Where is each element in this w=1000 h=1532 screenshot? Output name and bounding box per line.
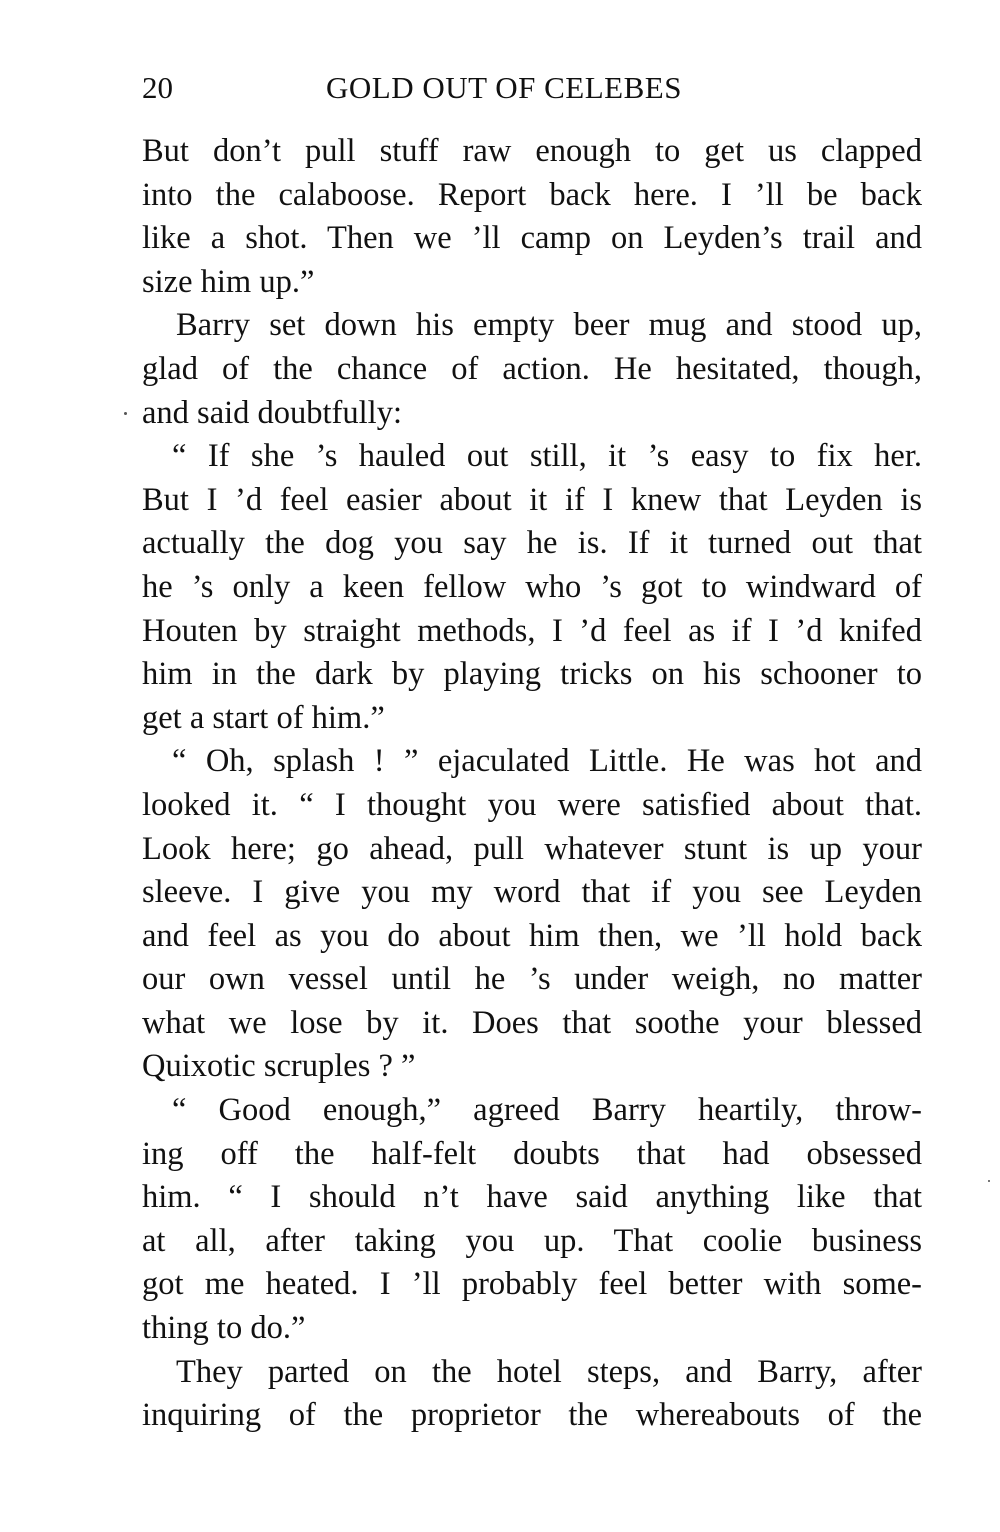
page-number: 20 [142, 70, 173, 105]
text-line: and feel as you do about him then, we ’ll hold back [142, 917, 922, 954]
text-line: he ’s only a keen fellow who ’s got to windward of [142, 568, 922, 605]
text-line: actually the dog you say he is. If it turned out that [142, 525, 922, 562]
text-line: But don’t pull stuff raw enough to get us clapped [142, 133, 922, 169]
body-text [142, 130, 922, 1438]
text-line: at all, after taking you up. That coolie business [142, 1222, 922, 1259]
text-line: into the calaboose. Report back here. I ’ll be back [142, 176, 922, 213]
text-line: Look here; go ahead, pull whatever stunt is up your [142, 830, 922, 867]
text-line: Quixotic scruples ? ” [142, 1048, 416, 1085]
text-line: got me heated. I ’ll probably feel better with some- [142, 1266, 922, 1303]
text-line: ing off the half-felt doubts that had obsessed [142, 1135, 922, 1172]
text-line: looked it. “ I thought you were satisfied about that. [142, 786, 922, 823]
paragraph-first-line: “ If she ’s hauled out still, it ’s easy to fix her. [172, 438, 922, 475]
text-line: glad of the chance of action. He hesitated, though, [142, 350, 922, 387]
scan-speck [988, 1180, 990, 1182]
paragraph-first-line: Barry set down his empty beer mug and stood up, [176, 307, 922, 344]
text-line: size him up.” [142, 263, 315, 300]
text-line: him in the dark by playing tricks on his schooner to [142, 656, 922, 693]
text-line: inquiring of the proprietor the whereabouts of the [142, 1397, 922, 1434]
text-line: sleeve. I give you my word that if you see Leyden [142, 874, 922, 911]
scan-speck [124, 412, 127, 415]
text-line: Houten by straight methods, I ’d feel as if I ’d knifed [142, 612, 922, 649]
text-line: get a start of him.” [142, 699, 385, 736]
paragraph-first-line: “ Oh, splash ! ” ejaculated Little. He was hot and [172, 743, 922, 780]
page-header [142, 66, 922, 110]
text-line: thing to do.” [142, 1310, 306, 1347]
text-line: and said doubtfully: [142, 394, 402, 431]
running-title: GOLD OUT OF CELEBES [326, 70, 682, 105]
text-line: what we lose by it. Does that soothe your blessed [142, 1004, 922, 1041]
text-line: But I ’d feel easier about it if I knew that Leyden is [142, 481, 922, 518]
text-line: our own vessel until he ’s under weigh, no matter [142, 961, 922, 998]
text-line: like a shot. Then we ’ll camp on Leyden’s trail and [142, 220, 922, 257]
paragraph-first-line: They parted on the hotel steps, and Barry, after [176, 1353, 922, 1390]
paragraph-first-line: “ Good enough,” agreed Barry heartily, throw- [172, 1092, 922, 1129]
text-line: him. “ I should n’t have said anything like that [142, 1179, 922, 1216]
